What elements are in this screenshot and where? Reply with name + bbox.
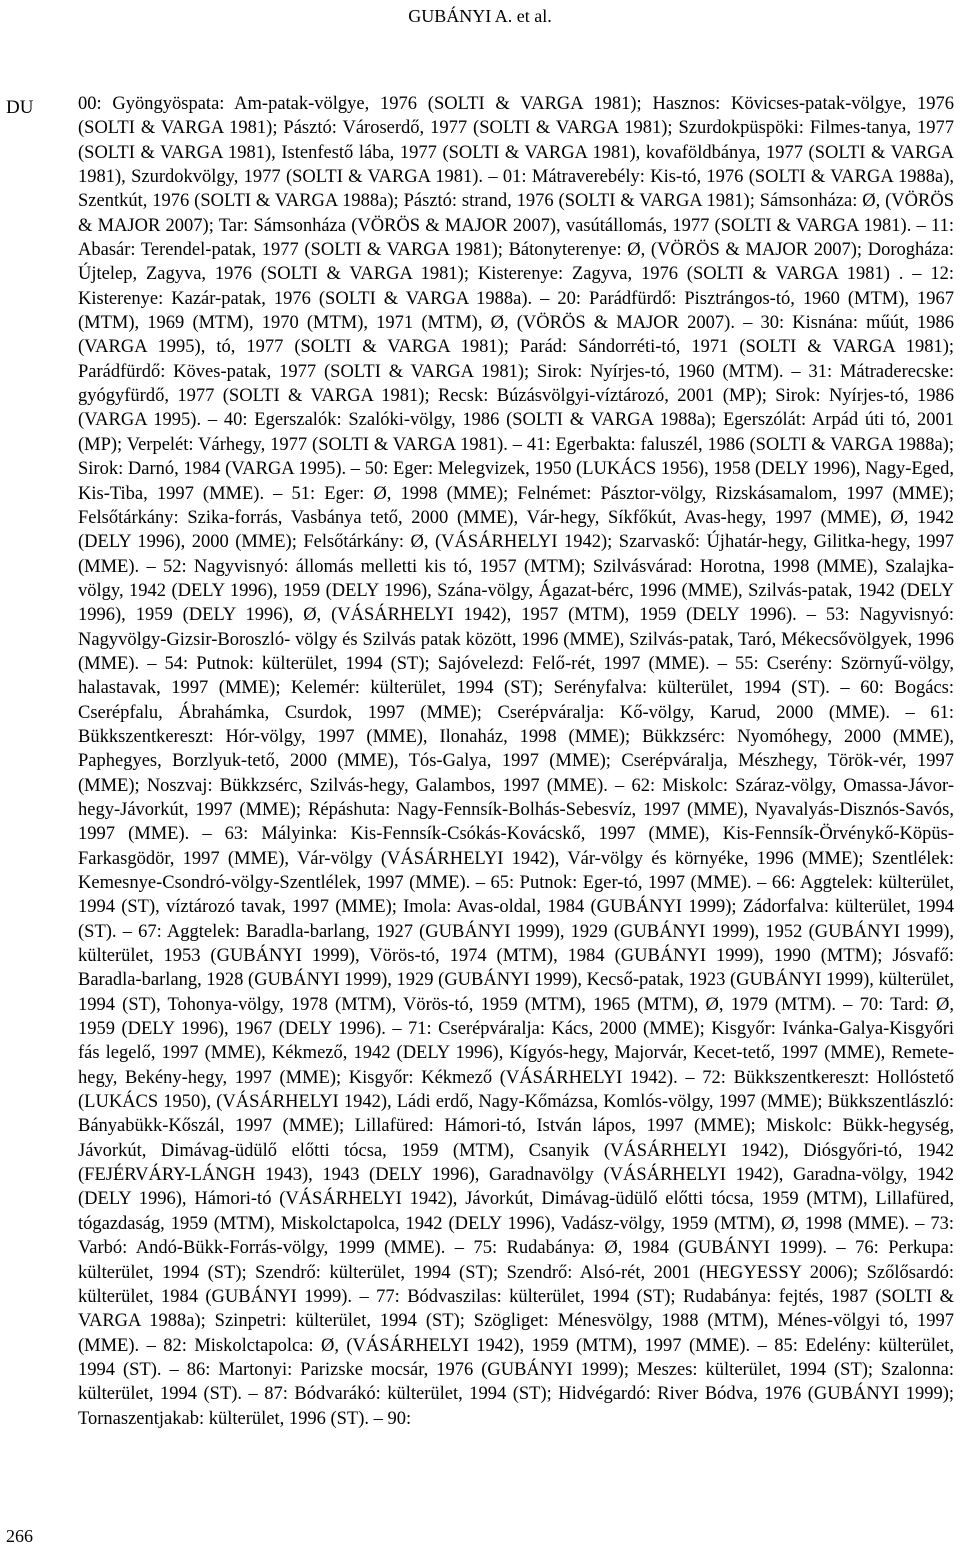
- running-head: [0, 6, 960, 27]
- running-head-text: GUBÁNYI A. et al.: [408, 6, 552, 26]
- body-text: 00: Gyöngyöspata: Am-patak-völgye, 1976 (SOLTI & VARGA 1981); Hasznos: Kövicses-patak-völgye, 1976 (SOLTI & VARGA 1981); Pásztó: Városerdő, 1977 (SOLTI & VARGA 1981); Szurdokpüspöki: Filmes-tanya, 1977 (SOLTI & VARGA 1981), Istenfestő lába, 1977 (SOLTI & VARGA 1981), kovaföldbánya, 1977 (SOLTI & VARGA 1981), Szurdokvölgy, 1977 (SOLTI & VARGA 1981). – 01: Mátraverebély: Kis-tó, 1976 (SOLTI & VARGA 1988a), Szentkút, 1976 (SOLTI & VARGA 1988a); Pásztó: strand, 1976 (SOLTI & VARGA 1981); Sámsonháza: Ø, (VÖRÖS & MAJOR 2007); Tar: Sámsonháza (VÖRÖS & MAJOR 2007), vasútállomás, 1977 (SOLTI & VARGA 1981). – 11: Abasár: Terendel-patak, 1977 (SOLTI & VARGA 1981); Bátonyterenye: Ø, (VÖRÖS & MAJOR 2007); Dorogháza: Újtelep, Zagyva, 1976 (SOLTI & VARGA 1981); Kisterenye: Zagyva, 1976 (SOLTI & VARGA 1981) . – 12: Kisterenye: Kazár-patak, 1976 (SOLTI & VARGA 1988a). – 20: Parádfürdő: Pisztrángos-tó, 1960 (MTM), 1967 (MTM), 1969 (MTM), 1970 (MTM), 1971 (MTM), Ø, (VÖRÖS & MAJOR 2007). – 30: Kisnána: műút, 1986 (VARGA 1995), tó, 1977 (SOLTI & VARGA 1981); Parád: Sándorréti-tó, 1971 (SOLTI & VARGA 1981); Parádfürdő: Köves-patak, 1977 (SOLTI & VARGA 1981); Sirok: Nyírjes-tó, 1960 (MTM). – 31: Mátraderecske: gyógyfürdő, 1977 (SOLTI & VARGA 1981); Recsk: Búzásvölgyi-víztározó, 2001 (MP); Sirok: Nyírjes-tó, 1986 (VARGA 1995). – 40: Egerszalók: Szalóki-völgy, 1986 (SOLTI & VARGA 1988a); Egerszólát: Arpád úti tó, 2001 (MP); Verpelét: Várhegy, 1977 (SOLTI & VARGA 1981). – 41: Egerbakta: faluszél, 1986 (SOLTI & VARGA 1988a); Sirok: Darnó, 1984 (VARGA 1995). – 50: Eger: Melegvizek, 1950 (LUKÁCS 1956), 1958 (DELY 1996), Nagy-Eged, Kis-Tiba, 1997 (MME). – 51: Eger: Ø, 1998 (MME); Felnémet: Pásztor-völgy, Rizskásamalom, 1997 (MME); Felsőtárkány: Szika-forrás, Vasbánya tető, 2000 (MME), Vár-hegy, Síkfőkút, Avas-hegy, 1997 (MME), Ø, 1942 (DELY 1996), 2000 (MME); Felsőtárkány: Ø, (VÁSÁRHELYI 1942); Szarvaskő: Újhatár-hegy, Gilitka-hegy, 1997 (MME). – 52: Nagyvisnyó: állomás melletti kis tó, 1957 (MTM); Szilvásvárad: Horotna, 1998 (MME), Szalajka-völgy, 1942 (DELY 1996), 1959 (DELY 1996), Szána-völgy, Ágazat-bérc, 1996 (MME), Szilvás-patak, 1942 (DELY 1996), 1959 (DELY 1996), Ø, (VÁSÁRHELYI 1942), 1957 (MTM), 1959 (DELY 1996). – 53: Nagyvisnyó: Nagyvölgy-Gizsir-Boroszló- völgy és Szilvás patak között, 1996 (MME), Szilvás-patak, Taró, Mékecsővölgyek, 1996 (MME). – 54: Putnok: külterület, 1994 (ST); Sajóvelezd: Felő-rét, 1997 (MME). – 55: Cserény: Szörnyű-völgy, halastavak, 1997 (MME); Kelemér: külterület, 1994 (ST); Serényfalva: külterület, 1994 (ST). – 60: Bogács: Cserépfalu, Ábrahámka, Csurdok, 1997 (MME); Cserépváralja: Kő-völgy, Karud, 2000 (MME). – 61: Bükkszentkereszt: Hór-völgy, 1997 (MME), Ilonaház, 1998 (MME); Bükkzsérc: Nyomóhegy, 2000 (MME), Paphegyes, Borzlyuk-tető, 2000 (MME), Tós-Galya, 1997 (MME); Cserépváralja, Mészhegy, Török-vér, 1997 (MME); Noszvaj: Bükkzsérc, Szilvás-hegy, Galambos, 1997 (MME). – 62: Miskolc: Száraz-völgy, Omassa-Jávor-hegy-Jávorkút, 1997 (MME); Répáshuta: Nagy-Fennsík-Bolhás-Sebesvíz, 1997 (MME), Nyavalyás-Disznós-Savós, 1997 (MME). – 63: Mályinka: Kis-Fennsík-Csókás-Kovácskő, 1997 (MME), Kis-Fennsík-Örvénykő-Köpüs-Farkasgödör, 1997 (MME), Vár-völgy (VÁSÁRHELYI 1942), Vár-völgy és környéke, 1996 (MME); Szentlélek: Kemesnye-Csondró-völgy-Szentlélek, 1997 (MME). – 65: Putnok: Eger-tó, 1997 (MME). – 66: Aggtelek: külterület, 1994 (ST), víztározó tavak, 1997 (MME); Imola: Avas-oldal, 1984 (GUBÁNYI 1999); Zádorfalva: külterület, 1994 (ST). – 67: Aggtelek: Baradla-barlang, 1927 (GUBÁNYI 1999), 1929 (GUBÁNYI 1999), 1952 (GUBÁNYI 1999), külterület, 1953 (GUBÁNYI 1999), Vörös-tó, 1974 (MTM), 1984 (GUBÁNYI 1999), 1990 (MTM); Jósvafő: Baradla-barlang, 1928 (GUBÁNYI 1999), 1929 (GUBÁNYI 1999), Kecső-patak, 1923 (GUBÁNYI 1999), külterület, 1994 (ST), Tohonya-völgy, 1978 (MTM), Vörös-tó, 1959 (MTM), 1965 (MTM), Ø, 1979 (MTM). – 70: Tard: Ø, 1959 (DELY 1996), 1967 (DELY 1996). – 71: Cserépváralja: Kács, 2000 (MME); Kisgyőr: Ivánka-Galya-Kisgyőri fás legelő, 1997 (MME), Kékmező, 1942 (DELY 1996), Kígyós-hegy, Majorvár, Kecet-tető, 1997 (MME), Remete-hegy, Bekény-hegy, 1997 (MME); Kisgyőr: Kékmező (VÁSÁRHELYI 1942). – 72: Bükkszentkereszt: Hollóstető (LUKÁCS 1950), (VÁSÁRHELYI 1942), Ládi erdő, Nagy-Kőmázsa, Komlós-völgy, 1997 (MME); Bükkszentlászló: Bányabükk-Kőszál, 1997 (MME); Lillafüred: Hámori-tó, István lápos, 1997 (MME); Miskolc: Bükk-hegység, Jávorkút, Dimávag-üdülő előtti tócsa, 1959 (MTM), Csanyik (VÁSÁRHELYI 1942), Diósgyőri-tó, 1942 (FEJÉRVÁRY-LÁNGH 1943), 1943 (DELY 1996), Garadnavölgy (VÁSÁRHELYI 1942), Garadna-völgy, 1942 (DELY 1996), Hámori-tó (VÁSÁRHELYI 1942), Jávorkút, Dimávag-üdülő előtti tócsa, 1959 (MTM), Lillafüred, tógazdaság, 1959 (MTM), Miskolctapolca, 1942 (DELY 1996), Vadász-völgy, 1959 (MTM), Ø, 1998 (MME). – 73: Varbó: Andó-Bükk-Forrás-völgy, 1999 (MME). – 75: Rudabánya: Ø, 1984 (GUBÁNYI 1999). – 76: Perkupa: külterület, 1994 (ST); Szendrő: külterület, 1994 (ST); Szendrő: Alsó-rét, 2001 (HEGYESSY 2006); Szőlősardó: külterület, 1984 (GUBÁNYI 1999). – 77: Bódvaszilas: külterület, 1994 (ST); Rudabánya: fejtés, 1987 (SOLTI & VARGA 1988a); Szinpetri: külterület, 1994 (ST); Szögliget: Ménesvölgy, 1988 (MTM), Ménes-völgyi tó, 1997 (MME). – 82: Miskolctapolca: Ø, (VÁSÁRHELYI 1942), 1959 (MTM), 1997 (MME). – 85: Edelény: külterület, 1994 (ST). – 86: Martonyi: Parizske mocsár, 1976 (GUBÁNYI 1999); Meszes: külterület, 1994 (ST); Szalonna: külterület, 1994 (ST). – 87: Bódvarákó: külterület, 1994 (ST); Hidvégardó: River Bódva, 1976 (GUBÁNYI 1999); Tornaszentjakab: külterület, 1996 (ST). – 90:: [78, 94, 954, 1429]
- section-label: DU: [6, 97, 34, 118]
- page-number: 266: [6, 1526, 33, 1546]
